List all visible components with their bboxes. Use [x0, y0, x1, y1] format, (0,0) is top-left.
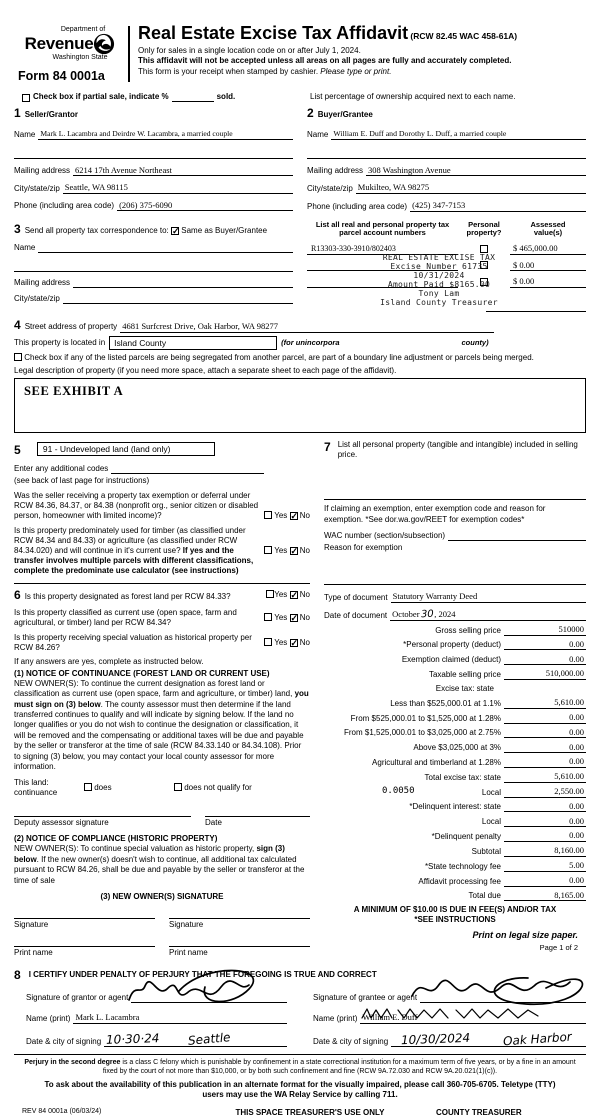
tax-label-tier4: Above $3,025,000 at 3% [413, 743, 501, 753]
seller-city-label: City/state/zip [14, 183, 60, 193]
legal-description-value: SEE EXHIBIT A [24, 383, 124, 398]
tax-value-delinquent-interest-local[interactable]: 0.00 [504, 816, 586, 828]
tax-label-tier1: Less than $525,000.01 at 1.1% [390, 698, 501, 708]
handwritten-day: 30 [420, 608, 434, 621]
parcel-number-field[interactable]: R13303-330-3910/802403 [307, 244, 458, 255]
seller-column [14, 106, 293, 312]
additional-codes-field[interactable] [111, 464, 264, 474]
dor-swirl-icon [93, 33, 115, 55]
grantee-date-city-field[interactable] [391, 1029, 586, 1048]
see-back-note: (see back of last page for instructions) [14, 475, 150, 485]
partial-sale-label: Check box if partial sale, indicate % [33, 92, 169, 102]
tax-label-total-due: Total due [468, 891, 501, 901]
same-as-buyer-label: Same as Buyer/Grantee [181, 226, 268, 236]
exemption-divider [324, 499, 586, 500]
dept-state: Washington State [52, 53, 108, 61]
sold-label: sold. [216, 92, 236, 102]
correspondence-name-field-2[interactable] [14, 261, 293, 272]
current-use-yes-checkbox[interactable] [264, 613, 272, 621]
tax-label-tech-fee: *State technology fee [424, 861, 501, 871]
parcel-table [307, 221, 586, 312]
section-5-number: 5 [14, 442, 21, 457]
unincorporated-note-right: county) [461, 338, 489, 348]
section-3-number: 3 [14, 222, 21, 237]
header-note-1: Only for sales in a single location code on or after July 1, 2024. [138, 45, 361, 55]
partial-sale-percent-field[interactable] [172, 93, 214, 102]
date-of-document-label: Date of document [324, 610, 388, 620]
tax-value-exemption-deduct[interactable]: 0.00 [504, 654, 586, 666]
grantor-name-print-label: Name (print) [26, 1013, 71, 1023]
form-title-code: (RCW 82.45 WAC 458-61A) [410, 31, 518, 41]
does-qualify-checkbox[interactable] [84, 783, 92, 791]
form-number: Form 84 0001a [18, 68, 105, 83]
question-exemption-deferral: Was the seller receiving a property tax exemption or deferral under RCW 84.36, 84.37, or 84.38 (nonprofit org., senior citizen or disabled person, homeowner with limited income)? [14, 490, 259, 520]
buyer-mailing-label: Mailing address [307, 166, 364, 176]
local-rate-value: 0.0050 [382, 786, 415, 797]
historical-no-checkbox[interactable]: ✓ [290, 637, 299, 648]
wac-number-field[interactable] [448, 531, 586, 541]
legal-description-box[interactable] [14, 378, 586, 433]
buyer-column [307, 106, 586, 312]
tax-value-tech-fee[interactable]: 5.00 [504, 860, 586, 872]
treasurer-stamp: REAL ESTATE EXCISE TAX Excise Number 61735 10/31/2024 Amount Paid $8165.00 Tony Lam Island County Treasurer [380, 252, 498, 307]
assessed-value-field-2[interactable]: $ 0.00 [510, 260, 586, 272]
assessed-value-field-3[interactable]: $ 0.00 [510, 276, 586, 288]
parcel-header-personal: Personal property? [466, 219, 502, 238]
parcel-header-numbers: List all real and personal property tax parcel account numbers [315, 219, 450, 238]
assessed-value-field-1[interactable]: $ 465,000.00 [510, 243, 586, 255]
tax-label-gross: Gross selling price [435, 625, 501, 635]
header-note-3: This form is your receipt when stamped by cashier. Please type or print. [138, 66, 392, 76]
segregated-label: Check box if any of the listed parcels are being segregated from another parcel, are part of a boundary line adjustment or parcels being merged. [24, 352, 534, 362]
deputy-date-line[interactable]: Date [205, 816, 310, 828]
grantor-signature-label: Signature of grantor or agent [26, 992, 129, 1002]
new-owner-print-name-line-1[interactable]: Print name [14, 946, 155, 958]
grantee-signature-label: Signature of grantee or agent [313, 992, 418, 1002]
tax-value-processing-fee[interactable]: 0.00 [504, 875, 586, 887]
date-of-document-field[interactable]: October30, 2024 [390, 609, 586, 621]
legal-description-label: Legal description of property (if you need more space, attach a separate sheet to each page of the affidavit). [14, 365, 397, 375]
new-owner-signature-line-1[interactable]: Signature [14, 918, 155, 930]
grantor-signature-field[interactable] [131, 992, 287, 1003]
header-note-2: This affidavit will not be accepted unless all areas on all pages are fully and accurately completed. [138, 56, 512, 66]
personal-property-label: List all personal property (tangible and intangible) included in selling price. [337, 439, 578, 459]
question-historical: Is this property receiving special valuation as historical property per RCW 84.26? [14, 632, 252, 652]
dept-name: Revenue [24, 34, 94, 54]
tax-label-delinquent-interest-local: Local [481, 817, 501, 827]
notice-continuance-text: NEW OWNER(S): To continue the current designation as forest land or classification as current use (open space, farm and agriculture, or timber) land, you must sign on (3) below. The county assessor must then determine if the land transferred continues to qualify and will indicate by signing below. If the land no longer qualifies or you do not wish to continue the designation or classification, it will be removed and the compensating or additional taxes will be due and payable by the seller or transferor at the time of sale (RCW 84.33.140 or 84.34.108). Prior to signing (3) below, you may contact your local county assessor for more information. [14, 678, 309, 771]
partial-sale-checkbox[interactable] [22, 94, 30, 102]
seller-name-field-2[interactable] [14, 148, 293, 159]
seller-mailing-label: Mailing address [14, 166, 71, 176]
located-label: This property is located in [14, 337, 106, 347]
ownership-note: List percentage of ownership acquired next to each name. [310, 92, 516, 102]
tax-label-tier3: From $1,525,000.01 to $3,025,000 at 2.75% [343, 728, 501, 738]
type-of-document-label: Type of document [324, 593, 388, 603]
county-treasurer-label: COUNTY TREASURER [436, 1107, 522, 1117]
grantee-name-print-field[interactable]: William E. Duff [360, 1012, 586, 1024]
tax-value-total-state[interactable]: 5,610.00 [504, 771, 586, 783]
segregated-checkbox[interactable] [14, 353, 22, 361]
property-section [14, 318, 586, 433]
grantee-name-handwritten-ink [360, 1006, 550, 1022]
right-column [324, 440, 586, 958]
tax-label-delinquent-interest-state: *Delinquent interest: state [409, 802, 501, 812]
tax-label-tier2: From $525,000.01 to $1,525,000 at 1.28% [350, 713, 501, 723]
buyer-phone-field[interactable]: (425) 347-7153 [410, 200, 586, 212]
buyer-name-field-2[interactable] [307, 148, 586, 159]
tax-value-tier3[interactable]: 0.00 [504, 727, 586, 739]
tax-label-local: Local [481, 787, 501, 797]
seller-mailing-field[interactable]: 6214 17th Avenue Northeast [73, 165, 293, 177]
print-size-note: Print on legal size paper. [472, 930, 578, 940]
tax-label-delinquent-penalty: *Delinquent penalty [431, 832, 501, 842]
historical-yes-checkbox[interactable] [264, 638, 272, 646]
timber-no-checkbox[interactable]: ✓ [290, 545, 299, 556]
forest-no-checkbox[interactable]: ✓ [290, 590, 299, 601]
section-2-number: 2 [307, 106, 314, 121]
tax-label-processing-fee: Affidavit processing fee [418, 876, 501, 886]
street-address-field[interactable]: 4681 Surfcrest Drive, Oak Harbor, WA 98277 [120, 321, 494, 333]
correspondence-city-field[interactable] [63, 294, 293, 304]
seller-section-title: Seller/Grantor [24, 110, 79, 120]
tax-label-agricultural: Agricultural and timberland at 1.28% [372, 758, 501, 768]
grantor-date-city-field[interactable] [104, 1029, 287, 1048]
certification-signatures [14, 983, 586, 1047]
seller-city-field[interactable]: Seattle, WA 98115 [63, 182, 293, 194]
treasurer-use-label: THIS SPACE TREASURER'S USE ONLY [235, 1107, 385, 1117]
perjury-statement: Perjury in the second degree is a class C felony which is punishable by confinement in a state correctional institution for a maximum term of five years, or by a fine in an amount fixed by the court of not more than $10,000, or by both such confinement and fine (RCW 9A.72.030 and RCW 9A.20.021(1)(c)). [14, 1054, 586, 1076]
tax-label-personal-deduct: *Personal property (deduct) [403, 640, 501, 650]
tax-label-total-state: Total excise tax: state [424, 772, 501, 782]
left-column: 5 91 - Undeveloped land (land only) Enter any additional codes (see back of last page for instructions) Was the seller receiving a property tax exemption or deferral under RCW 84.36, 84.37, or 84.38 (nonprofit org., senior citizen or disabled person, homeowner with limited income)? Yes ✓ No Is this property predominately used for timber (as classified under RCW 84.34 and 84.33) or agriculture (as classified under RCW 84.34.020) and will continue in it's current use? If yes and the transfer involves multiple parcels with different classifications, complete the predominate use calculator (see instructions) Yes ✓ No 6 Is this property designated as forest land per RCW 84.33? Yes ✓ No Is this property classified as current use (open space, farm and agricultural, or timber) land per RCW 84.34? Yes ✓ No Is this property receiving special valuation as historical property per RCW 84.26? Yes ✓ No If any answers are yes, complete as instructed below. (1) NOTICE OF CONTINUANCE (FOREST LAND OR CURRENT USE) NEW OWNER(S): To continue the current designation as forest land or classification as current use (open space, farm and agriculture, or timber) land, you must sign on (3) below. The county assessor must then determine if the land transferred continues to qualify and will indicate by signing below. If the land no longer qualifies or you do not wish to continue the designation or classification, it will be removed and the compensating or additional taxes will be due and payable by the seller or transferor at the time of sale (RCW 84.33.140 or 84.34.108). Prior to signing (3) below, you may contact your local county assessor for more information. This land: continuance does does not qualify for Deputy assessor signature Date (2) NOTICE OF COMPLIANCE (HISTORIC PROPERTY) NEW OWNER(S): To continue special valuation as historic property, sign (3) below. If the new owner(s) doesn't wish to continue, all additional tax calculated pursuant to RCW 84.26, shall be due and payable by the seller or transferor at the time of sale (3) NEW OWNER(S) SIGNATURE Signature Signature Print name Print name [14, 442, 310, 957]
grantee-date-handwritten: 10/30/2024 [400, 1030, 471, 1047]
reason-exemption-field[interactable] [324, 553, 586, 577]
tax-value-delinquent-interest-state[interactable]: 0.00 [504, 801, 586, 813]
grantee-city-handwritten: Oak Harbor [502, 1029, 572, 1048]
section-8-number: 8 [14, 967, 21, 982]
tax-value-taxable[interactable]: 510,000.00 [504, 668, 586, 680]
grantee-name-print-label: Name (print) [313, 1013, 358, 1023]
new-owner-signature-title: (3) NEW OWNER(S) SIGNATURE [100, 891, 224, 901]
tax-value-agricultural[interactable]: 0.00 [504, 756, 586, 768]
grantor-city-handwritten: Seattle [187, 1029, 231, 1048]
grantor-date-city-label: Date & city of signing [26, 1036, 102, 1046]
timber-yes-checkbox[interactable] [264, 546, 272, 554]
type-of-document-field[interactable]: Statutory Warranty Deed [391, 591, 586, 603]
this-land-label: This land: continuance [14, 778, 58, 798]
deputy-assessor-signature-line[interactable]: Deputy assessor signature [14, 816, 191, 828]
grantee-signature-field[interactable] [420, 992, 586, 1003]
parcel-header-assessed: Assessed value(s) [530, 219, 566, 238]
tax-label-subtotal: Subtotal [471, 846, 501, 856]
form-title: Real Estate Excise Tax Affidavit [138, 23, 409, 43]
buyer-name-label: Name [307, 129, 329, 139]
tax-value-total-due[interactable]: 8,165.00 [504, 890, 586, 902]
form-revision: REV 84 0001a (06/03/24) [22, 1107, 102, 1115]
buyer-mailing-field[interactable]: 308 Washington Avenue [366, 165, 586, 177]
buyer-city-label: City/state/zip [307, 184, 353, 194]
dept-prefix: Department of [60, 26, 106, 33]
section-4-number: 4 [14, 317, 21, 332]
correspondence-name-label: Name [14, 243, 36, 253]
wac-number-label: WAC number (section/subsection) [324, 531, 446, 541]
buyer-name-field[interactable]: William E. Duff and Dorothy L. Duff, a married couple [331, 129, 586, 140]
correspondence-city-label: City/state/zip [14, 294, 60, 304]
current-use-no-checkbox[interactable]: ✓ [290, 612, 299, 623]
question-timber-agriculture: Is this property predominately used for timber (as classified under RCW 84.34 and 84.33) or agriculture (as classified under RCW 84.34.020) and will continue in it's current use? If yes and the transfer involves multiple parcels with different classifications, complete the predominate use calculator (see instructions) [14, 525, 254, 575]
tax-value-tier2[interactable]: 0.00 [504, 712, 586, 724]
tax-label-exemption-deduct: Exemption claimed (deduct) [401, 655, 501, 665]
grantor-date-handwritten: 10·30·24 [105, 1030, 160, 1047]
correspondence-mailing-label: Mailing address [14, 278, 71, 288]
if-yes-note: If any answers are yes, complete as instructed below. [14, 656, 204, 666]
street-address-label: Street address of property [24, 321, 118, 331]
seller-phone-field[interactable]: (206) 375-6090 [117, 200, 293, 212]
exemption-note: If claiming an exemption, enter exemption code and reason for exemption. *See dor.wa.gov/REET for exemption codes* [324, 503, 546, 524]
correspondence-label: Send all property tax correspondence to: [24, 226, 169, 236]
buyer-phone-label: Phone (including area code) [307, 201, 408, 211]
form-header [14, 22, 586, 84]
exemption-no-checkbox[interactable]: ✓ [290, 510, 299, 521]
print-note-block [472, 930, 578, 953]
seller-name-field[interactable]: Mark L. Lacambra and Deirdre W. Lacambra, a married couple [38, 129, 293, 139]
alternate-format-note: To ask about the availability of this publication in an alternate format for the visually impaired, please call 360-705-6705. Teletype (TTY) users may use the WA Relay Service by calling 711. [44, 1079, 556, 1099]
tax-label-taxable: Taxable selling price [428, 669, 501, 679]
tax-value-subtotal[interactable]: 8,160.00 [504, 845, 586, 857]
certify-statement: I CERTIFY UNDER PENALTY OF PERJURY THAT THE FOREGOING IS TRUE AND CORRECT [28, 970, 377, 980]
does-not-qualify-checkbox[interactable] [174, 783, 182, 791]
tax-value-gross[interactable]: 510000 [504, 624, 586, 636]
county-select[interactable]: Island County [109, 336, 277, 350]
question-forest-land: 6 Is this property designated as forest land per RCW 84.33? [14, 587, 231, 602]
buyer-city-field[interactable]: Mukilteo, WA 98275 [356, 182, 586, 194]
buyer-section-title: Buyer/Grantee [317, 110, 373, 120]
tax-value-delinquent-penalty[interactable]: 0.00 [504, 830, 586, 842]
seller-name-label: Name [14, 129, 36, 139]
minimum-due-note: A MINIMUM OF $10.00 IS DUE IN FEE(S) AND/OR TAX [353, 905, 557, 915]
reason-exemption-label: Reason for exemption [324, 543, 403, 553]
see-instructions-note: *SEE INSTRUCTIONS [414, 915, 496, 925]
section-1-number: 1 [14, 106, 21, 121]
personal-property-checkbox-1[interactable] [480, 245, 488, 253]
question-current-use: Is this property classified as current use (open space, farm and agricultural, or timber) land per RCW 84.34? [14, 607, 237, 627]
excise-tax-state-header: Excise tax: state [435, 683, 494, 693]
correspondence-name-field[interactable] [38, 243, 293, 253]
dor-logo-block [14, 22, 126, 84]
exemption-yes-checkbox[interactable] [264, 511, 272, 519]
grantor-name-print-field[interactable]: Mark L. Lacambra [73, 1012, 287, 1024]
section-6-divider [14, 583, 310, 584]
grantee-date-city-label: Date & city of signing [313, 1036, 389, 1046]
tax-value-tier1[interactable]: 5,610.00 [504, 697, 586, 709]
header-divider [128, 26, 130, 82]
land-use-code-field[interactable]: 91 - Undeveloped land (land only) [37, 442, 215, 457]
tax-value-local[interactable]: 2,550.00 [504, 786, 586, 798]
notice-compliance-text: NEW OWNER(S): To continue special valuation as historic property, sign (3) below. If the new owner(s) doesn't wish to continue, all additional tax calculated pursuant to RCW 84.26, shall be due and payable by the seller or transferor at the time of sale [14, 844, 305, 885]
document-divider [324, 584, 586, 585]
tax-value-personal-deduct[interactable]: 0.00 [504, 639, 586, 651]
section-7-number: 7 [324, 439, 331, 454]
unincorporated-note-left: (for unincorpora [281, 338, 340, 348]
new-owner-signature-line-2[interactable]: Signature [169, 918, 310, 930]
seller-phone-label: Phone (including area code) [14, 201, 115, 211]
notice-compliance-title: (2) NOTICE OF COMPLIANCE (HISTORIC PROPERTY) [14, 834, 218, 844]
tax-value-tier4[interactable]: 0.00 [504, 742, 586, 754]
same-as-buyer-checkbox[interactable]: ✓ [172, 226, 180, 237]
notice-continuance-title: (1) NOTICE OF CONTINUANCE (FOREST LAND OR CURRENT USE) [14, 668, 270, 678]
personal-property-field[interactable] [324, 460, 586, 492]
additional-codes-label: Enter any additional codes [14, 463, 109, 473]
correspondence-mailing-field[interactable] [73, 278, 293, 288]
new-owner-print-name-line-2[interactable]: Print name [169, 946, 310, 958]
page-number: Page 1 of 2 [539, 943, 578, 953]
